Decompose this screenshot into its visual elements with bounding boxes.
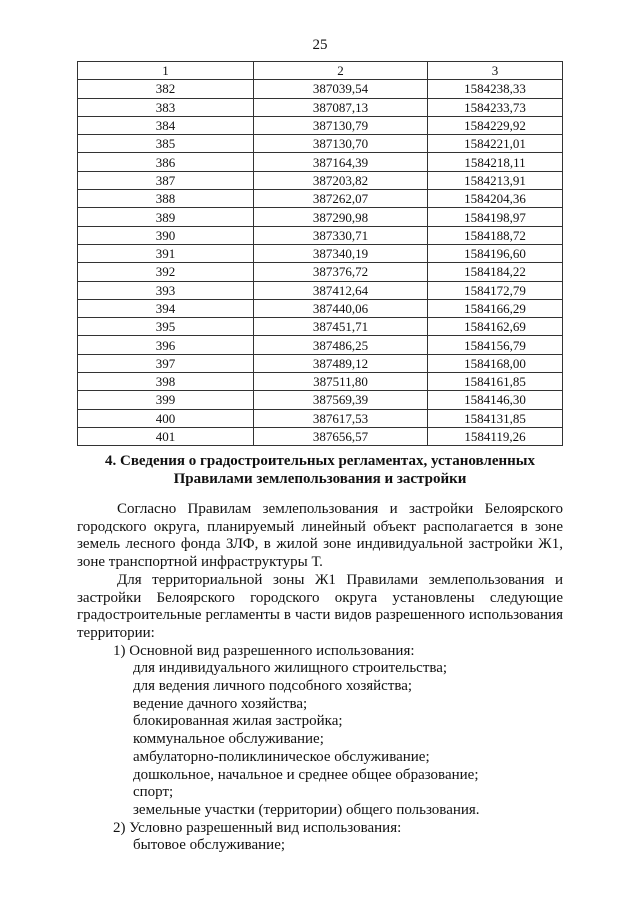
page-number: 25: [312, 37, 328, 53]
table-row: [78, 190, 563, 208]
table-cell: 383: [78, 98, 254, 116]
list-item: бытовое обслуживание;: [133, 837, 286, 854]
table-cell: 1584168,00: [428, 354, 563, 372]
table-row: [78, 263, 563, 281]
table-cell: 382: [78, 80, 254, 98]
table-cell: 397: [78, 354, 254, 372]
table-cell: 396: [78, 336, 254, 354]
table-cell: 1584198,97: [428, 208, 563, 226]
table-cell: 1584161,85: [428, 373, 563, 391]
table-cell: 387262,07: [254, 190, 428, 208]
list-item: амбулаторно-поликлиническое обслуживание;: [133, 748, 430, 765]
table-cell: 1584229,92: [428, 116, 563, 134]
table-cell: 394: [78, 299, 254, 317]
table-cell: 1584204,36: [428, 190, 563, 208]
list-item: ведение дачного хозяйства;: [133, 695, 308, 712]
list-item: дошкольное, начальное и среднее общее образование;: [133, 766, 479, 783]
table-header-row: [78, 62, 563, 80]
table-cell: 387039,54: [254, 80, 428, 98]
table-row: [78, 318, 563, 336]
paragraph: Согласно Правилам землепользования и застройки Белоярского городского округа, планируемый линейный объект располагается в зоне земель лесного фонда ЗЛФ, в жилой зоне индивидуальной застройки Ж1, зоне транспортной инфраструктуры Т.: [77, 501, 563, 571]
list-item: для индивидуального жилищного строительства;: [133, 660, 448, 677]
table-cell: 387: [78, 171, 254, 189]
table-row: [78, 171, 563, 189]
table-cell: 387087,13: [254, 98, 428, 116]
section-body: [77, 501, 563, 855]
table-row: [78, 281, 563, 299]
table-cell: 1584162,69: [428, 318, 563, 336]
table-cell: 387569,39: [254, 391, 428, 409]
table-row: [78, 116, 563, 134]
header-cell: 3: [428, 62, 563, 80]
table-row: [78, 336, 563, 354]
table-row: [78, 208, 563, 226]
section-heading: [77, 453, 563, 488]
table-cell: 387130,79: [254, 116, 428, 134]
table-cell: 387330,71: [254, 226, 428, 244]
table-cell: 400: [78, 409, 254, 427]
table-row: [78, 409, 563, 427]
table-cell: 1584156,79: [428, 336, 563, 354]
table-row: [78, 354, 563, 372]
list-item: спорт;: [133, 784, 174, 801]
table-cell: 390: [78, 226, 254, 244]
table-cell: 401: [78, 427, 254, 445]
table-cell: 386: [78, 153, 254, 171]
table-cell: 398: [78, 373, 254, 391]
table-cell: 387617,53: [254, 409, 428, 427]
table-cell: 1584188,72: [428, 226, 563, 244]
table-cell: 1584166,29: [428, 299, 563, 317]
table-cell: 387164,39: [254, 153, 428, 171]
table-cell: 392: [78, 263, 254, 281]
table-cell: 387451,71: [254, 318, 428, 336]
table-cell: 1584238,33: [428, 80, 563, 98]
table-row: [78, 98, 563, 116]
list-item: блокированная жилая застройка;: [133, 713, 343, 730]
table-cell: 387290,98: [254, 208, 428, 226]
header-cell: 1: [78, 62, 254, 80]
table-row: [78, 226, 563, 244]
table-cell: 1584131,85: [428, 409, 563, 427]
table-row: [78, 427, 563, 445]
table-cell: 387412,64: [254, 281, 428, 299]
list-item: коммунальное обслуживание;: [133, 731, 324, 748]
table-cell: 1584213,91: [428, 171, 563, 189]
table-cell: 384: [78, 116, 254, 134]
table-row: [78, 135, 563, 153]
table-cell: 387203,82: [254, 171, 428, 189]
table-row: [78, 244, 563, 262]
table-cell: 1584196,60: [428, 244, 563, 262]
table-cell: 1584218,11: [428, 153, 563, 171]
heading-line: Правилами землепользования и застройки: [173, 470, 467, 487]
table-cell: 385: [78, 135, 254, 153]
table-row: [78, 80, 563, 98]
table-cell: 388: [78, 190, 254, 208]
coordinates-table: [77, 61, 563, 446]
list-item: земельные участки (территории) общего пользования.: [133, 801, 480, 818]
list-title: 2) Условно разрешенный вид использования:: [113, 819, 402, 836]
table-cell: 387340,19: [254, 244, 428, 262]
table-cell: 387440,06: [254, 299, 428, 317]
list-item: для ведения личного подсобного хозяйства;: [133, 678, 413, 695]
table-cell: 1584184,22: [428, 263, 563, 281]
list-title: 1) Основной вид разрешенного использования:: [113, 642, 415, 659]
table-cell: 1584119,26: [428, 427, 563, 445]
table-cell: 387486,25: [254, 336, 428, 354]
table-cell: 1584146,30: [428, 391, 563, 409]
table-row: [78, 391, 563, 409]
table-cell: 387376,72: [254, 263, 428, 281]
table-cell: 395: [78, 318, 254, 336]
table-cell: 399: [78, 391, 254, 409]
header-cell: 2: [254, 62, 428, 80]
table-cell: 387130,70: [254, 135, 428, 153]
table-cell: 393: [78, 281, 254, 299]
table-row: [78, 153, 563, 171]
table-cell: 387511,80: [254, 373, 428, 391]
table-cell: 1584233,73: [428, 98, 563, 116]
table-cell: 387656,57: [254, 427, 428, 445]
table-row: [78, 299, 563, 317]
table-cell: 387489,12: [254, 354, 428, 372]
table-cell: 1584221,01: [428, 135, 563, 153]
table-cell: 1584172,79: [428, 281, 563, 299]
table-cell: 389: [78, 208, 254, 226]
table-row: [78, 373, 563, 391]
heading-line: 4. Сведения о градостроительных регламентах, установленных: [105, 453, 535, 469]
paragraph: Для территориальной зоны Ж1 Правилами землепользования и застройки Белоярского городского округа установлены следующие градостроительные регламенты в части видов разрешенного использования территории:: [77, 571, 563, 641]
table-cell: 391: [78, 244, 254, 262]
